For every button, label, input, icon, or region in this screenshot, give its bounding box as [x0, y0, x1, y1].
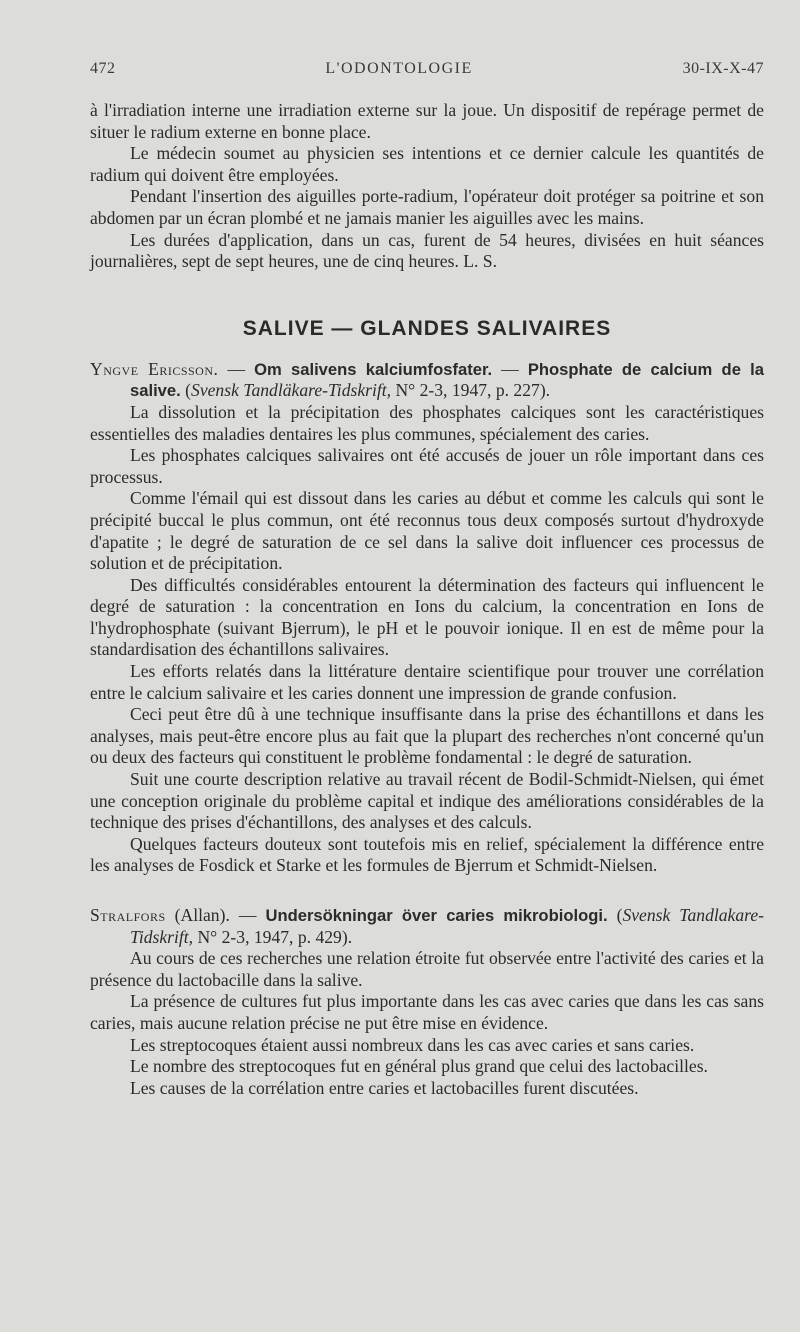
article-paragraph: Au cours de ces recherches une relation étroite fut observée entre l'activité des caries et la présence du lactobacille dans la salive.: [90, 948, 764, 990]
article-ericsson: [90, 359, 764, 877]
section-heading: SALIVE — GLANDES SALIVAIRES: [242, 316, 612, 340]
article-author: Stralfors: [90, 905, 166, 925]
intro-text: [90, 100, 764, 273]
page-number: 472: [90, 60, 116, 77]
article-paragraph: Les phosphates calciques salivaires ont été accusés de jouer un rôle important dans ces processus.: [90, 445, 764, 487]
article-author-given: (Allan).: [165, 905, 230, 925]
article-author: Yngve Ericsson.: [90, 358, 219, 379]
citation-dash: —: [218, 358, 255, 379]
article-paragraph: Comme l'émail qui est dissout dans les caries au début et comme les calculs qui sont le précipité buccal le plus commun, ont été reconnus tous deux composés surtout d'hydroxyde d'apatite ; le degré de saturation de ce sel dans la salive doit influencer ces processus de solution et de précipitation.: [90, 488, 764, 574]
running-head: [90, 60, 764, 78]
article-stralfors: [90, 905, 764, 1099]
article-title: Undersökningar över caries mikrobiologi.: [265, 906, 608, 925]
article-paragraph: Les streptocoques étaient aussi nombreux dans les cas avec caries et sans caries.: [130, 1034, 695, 1055]
article-source: N° 2-3, 1947, p. 227).: [391, 380, 551, 401]
article-paragraph: La présence de cultures fut plus importante dans les cas avec caries que dans les cas sans caries, mais aucune relation précise ne put être mise en évidence.: [90, 991, 764, 1033]
article-paragraph: Des difficultés considérables entourent la détermination des facteurs qui influencent le degré de saturation : la concentration en Ions du calcium, la concentration en Ions de l'hydrophosphate (suivant Bjerrum), le pH et le pouvoir ionique. Il en est de même pour la standardisation des échantillons salivaires.: [90, 574, 764, 660]
article-title-fr: Phosphate de calcium de la salive.: [130, 359, 765, 401]
article-paragraph: Suit une courte description relative au travail récent de Bodil-Schmidt-Nielsen, qui émet une conception originale du problème capital et indique des améliorations considérables de la technique des prises d'échantillons, des analyses et des calculs.: [90, 769, 764, 833]
article-title: Om salivens kalciumfosfater.: [254, 359, 493, 379]
article-journal: Svensk Tandlakare-Tidskrift,: [130, 905, 765, 947]
citation-paren: (: [607, 905, 623, 925]
intro-paragraph: Les durées d'application, dans un cas, furent de 54 heures, divisées en huit séances journalières, sept de sept heures, une de cinq heures. L. S.: [90, 229, 764, 272]
article-paragraph: Le nombre des streptocoques fut en général plus grand que celui des lactobacilles.: [130, 1056, 708, 1077]
citation-dash: —: [229, 905, 266, 925]
article-paragraph: Ceci peut être dû à une technique insuffisante dans la prise des échantillons et dans les analyses, mais peut-être encore plus au fait que la plupart des recherches n'ont concerné qu'un ou deux des facteurs qui constituent le problème fondamental : le degré de saturation.: [90, 704, 764, 768]
intro-paragraph: à l'irradiation interne une irradiation externe sur la joue. Un dispositif de repérage permet de situer le radium externe en bonne place.: [90, 100, 764, 142]
article-paragraph: Les causes de la corrélation entre caries et lactobacilles furent discutées.: [130, 1077, 639, 1098]
spacer: [90, 877, 764, 905]
article-paragraph: Quelques facteurs douteux sont toutefois mis en relief, spécialement la différence entre les analyses de Fosdick et Starke et les formules de Bjerrum et Schmidt-Nielsen.: [90, 833, 764, 876]
intro-paragraph: Pendant l'insertion des aiguilles porte-radium, l'opérateur doit protéger sa poitrine et son abdomen par un écran plombé et ne jamais manier les aiguilles avec les mains.: [90, 186, 764, 228]
citation-paren: (: [180, 380, 192, 401]
article-paragraph: Les efforts relatés dans la littérature dentaire scientifique pour trouver une corrélation entre le calcium salivaire et les caries donnent une impression de grande confusion.: [90, 661, 764, 703]
article-citation: [90, 359, 764, 402]
citation-dash: —: [492, 358, 528, 379]
article-source: N° 2-3, 1947, p. 429).: [193, 926, 353, 947]
article-citation: [90, 905, 764, 948]
journal-title: L'ODONTOLOGIE: [325, 60, 473, 77]
article-paragraph: La dissolution et la précipitation des phosphates calciques sont les caractéristiques essentielles des maladies dentaires les plus communes, spécialement des caries.: [90, 401, 764, 444]
issue-date: 30-IX-X-47: [682, 60, 764, 77]
intro-paragraph: Le médecin soumet au physicien ses intentions et ce dernier calcule les quantités de radium qui doivent être employées.: [90, 143, 764, 185]
article-journal: Svensk Tandläkare-Tidskrift,: [191, 380, 392, 401]
